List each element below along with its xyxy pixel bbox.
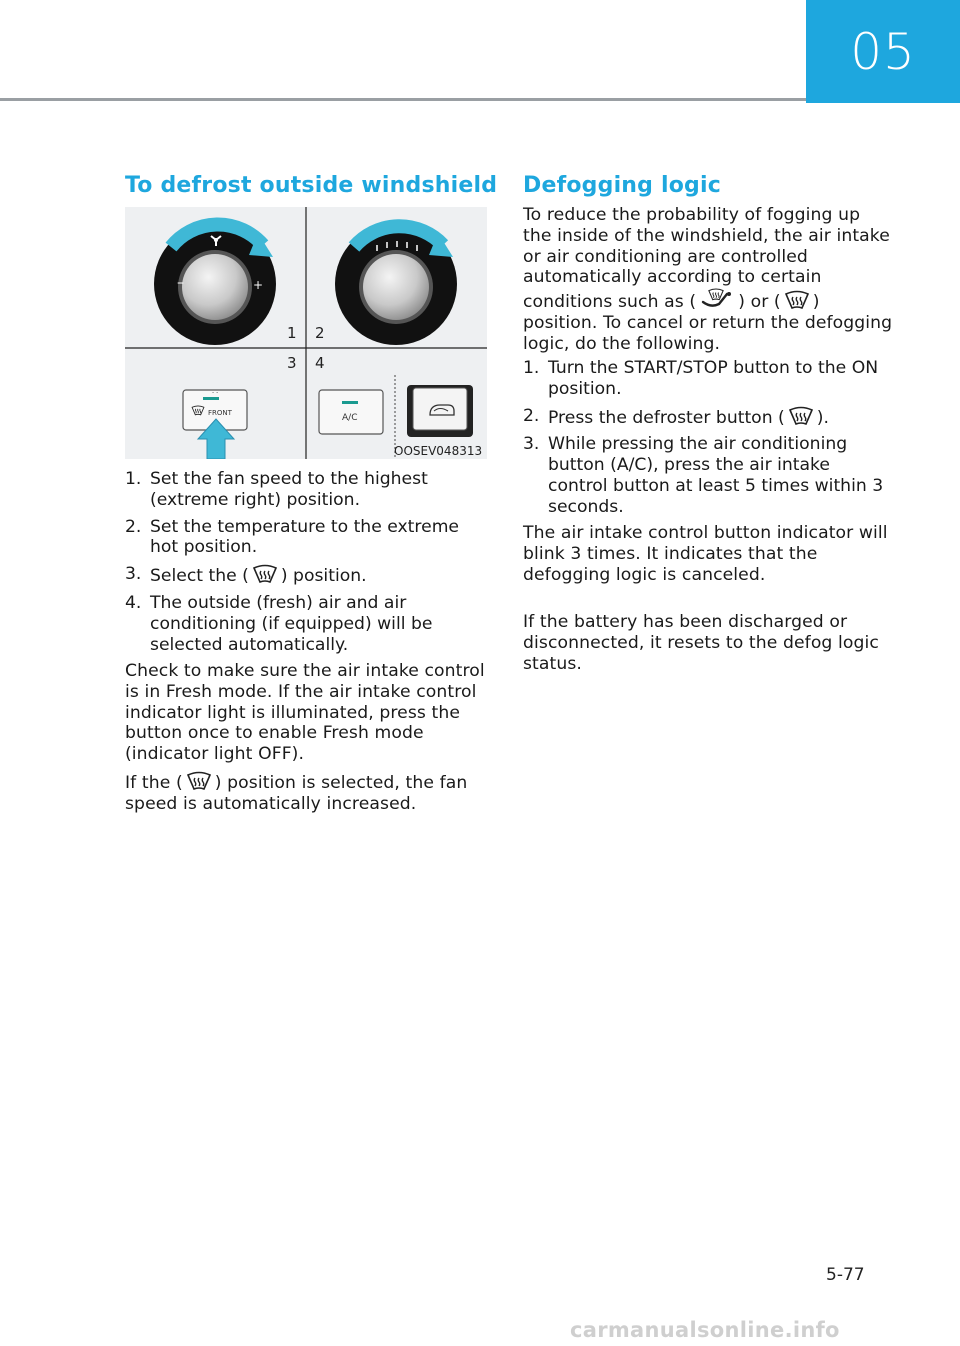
svg-text:–: – xyxy=(177,275,184,291)
ac-label: A/C xyxy=(342,413,358,423)
recirculation-button xyxy=(407,385,473,437)
figure-code: OOSEV048313 xyxy=(394,444,483,458)
temperature-knob xyxy=(335,223,457,345)
climate-control-figure xyxy=(125,207,487,459)
front-label: FRONT xyxy=(208,409,232,417)
defogging-intro: To reduce the probability of fogging up the inside of the windshield, the air intake or air conditioning are controlled automatically according to certain conditions such as ( ) or ( ) position. To cancel or return the defogging logic, do the following. xyxy=(523,205,893,354)
defrost-steps xyxy=(125,469,487,661)
fan-speed-paragraph: If the ( ) position is selected, the fan speed is automatically increased. xyxy=(125,773,468,814)
page-number: 5-77 xyxy=(826,1265,865,1285)
watermark: carmanualsonline.info xyxy=(570,1318,840,1342)
fresh-mode-paragraph: Check to make sure the air intake control is in Fresh mode. If the air intake control indicator light is illuminated, press the button once to enable Fresh mode (indicator light OFF). xyxy=(125,661,485,765)
chapter-tab: 05 xyxy=(806,0,960,103)
list-item: 2. Press the defroster button ( ). xyxy=(523,405,829,428)
section-title-defogging: Defogging logic xyxy=(523,173,721,198)
figure-label-3: 3 xyxy=(287,354,297,372)
svg-text:- -: - - xyxy=(212,389,219,396)
top-rule xyxy=(0,98,806,101)
defrost-icon xyxy=(186,771,212,791)
list-item: 4. The outside (fresh) air and air conditioning (if equipped) will be selected automatically. xyxy=(125,592,433,655)
list-item: 3. Select the ( ) position. xyxy=(125,564,367,587)
figure-label-2: 2 xyxy=(315,324,325,342)
defogging-steps xyxy=(523,358,893,524)
fan-knob xyxy=(154,223,276,345)
ac-button xyxy=(319,390,383,434)
section-title-defrost: To defrost outside windshield xyxy=(125,173,498,198)
blink-paragraph: The air intake control button indicator will blink 3 times. It indicates that the defogging logic is canceled. xyxy=(523,523,888,585)
figure-label-1: 1 xyxy=(287,324,297,342)
svg-text:+: + xyxy=(253,278,264,292)
floor-defrost-icon xyxy=(699,288,735,310)
figure-label-4: 4 xyxy=(315,354,325,372)
list-item: 2. Set the temperature to the extreme hot position. xyxy=(125,516,460,558)
list-item: 3. While pressing the air conditioning button (A/C), press the air intake control button at least 5 times within 3 seconds. xyxy=(523,434,884,517)
list-item: 1. Set the fan speed to the highest (extreme right) position. xyxy=(125,469,428,510)
defrost-icon xyxy=(784,290,810,310)
defrost-icon xyxy=(252,564,278,584)
list-item: 1. Turn the START/STOP button to the ON position. xyxy=(523,358,879,399)
defrost-icon xyxy=(788,406,814,426)
climate-control-illustration xyxy=(125,207,487,459)
battery-paragraph: If the battery has been discharged or disconnected, it resets to the defog logic status. xyxy=(523,612,879,674)
